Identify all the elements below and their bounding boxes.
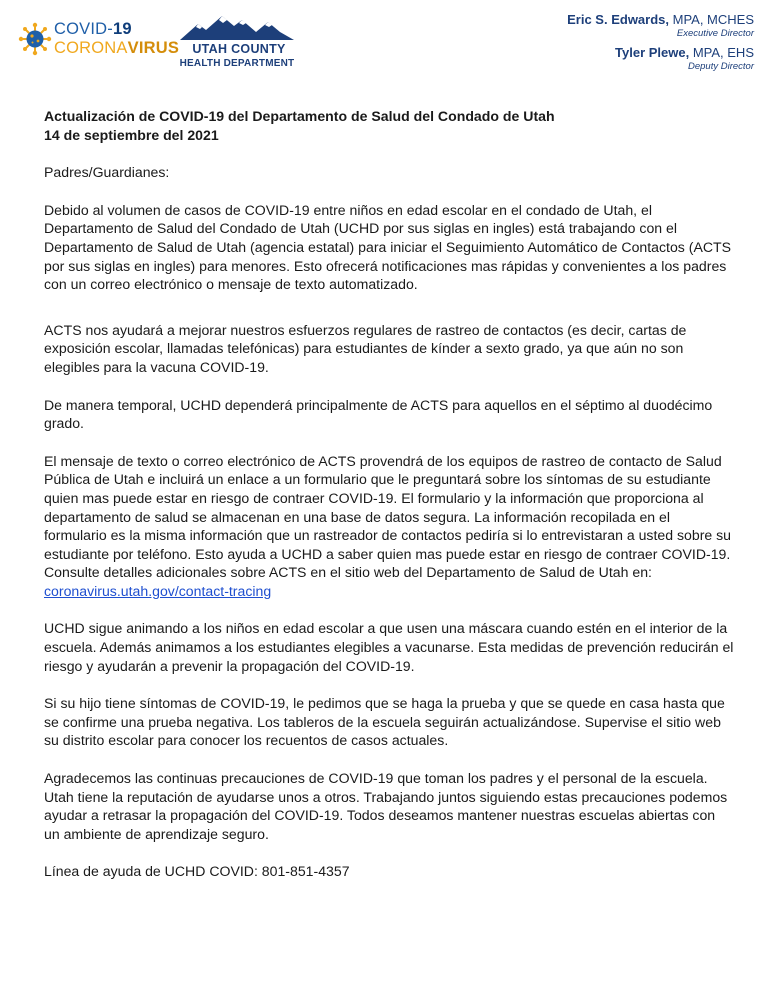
deputy-director-name	[567, 45, 754, 61]
uchd-logo-line2: HEALTH DEPARTMENT	[179, 58, 295, 69]
staff-name-text: Tyler Plewe,	[615, 45, 690, 60]
contact-tracing-link[interactable]: coronavirus.utah.gov/contact-tracing	[44, 582, 272, 599]
staff-credentials: MPA, EHS	[689, 45, 754, 60]
salutation: Padres/Guardianes:	[44, 164, 170, 181]
uchd-logo-line1: UTAH COUNTY	[192, 42, 286, 56]
paragraph-symptoms-testing: Si su hijo tiene síntomas de COVID-19, le pedimos que se haga la prueba y que se quede en casa hasta que se confirme una prueba negativa. Los tableros de la escuela seguirán actualizándose. Supervise el sitio web su distrito escolar para conocer los recuentos de casos actuales.	[44, 695, 725, 749]
executive-director-name	[567, 12, 754, 28]
letter-date: 14 de septiembre del 2021	[44, 126, 219, 143]
staff-credentials: MPA, MCHES	[669, 12, 754, 27]
paragraph-acts-details	[44, 452, 734, 601]
covid-19-logo	[18, 18, 180, 64]
paragraph-acts-elementary: ACTS nos ayudará a mejorar nuestros esfuerzos regulares de rastreo de contactos (es decir, cartas de exposición escolar, llamadas telefónicas) para estudiantes de kínder a sexto grado, ya que aún no son elegibles para la vacuna COVID-19.	[44, 321, 687, 375]
mountains-icon	[176, 12, 298, 42]
paragraph-masks-vaccines: UCHD sigue animando a los niños en edad escolar a que usen una máscara cuando estén en el interior de la escuela. Además animamos a los estudiantes elegibles a vacunarse. Esta medidas de prevención reducirán el riesgo y ayudarán a prevenir la propagación del COVID-19.	[44, 620, 734, 674]
coronavirus-logo-text-b: VIRUS	[127, 39, 180, 57]
covid-logo-text-a: COVID-	[54, 20, 113, 38]
paragraph-secondary-grades: De manera temporal, UCHD dependerá principalmente de ACTS para aquellos en el séptimo al duodécimo grado.	[44, 396, 713, 432]
virus-icon	[18, 22, 52, 56]
paragraph-acts-intro: Debido al volumen de casos de COVID-19 entre niños en edad escolar en el condado de Utah, el Departamento de Salud del Condado de Utah (UCHD por sus siglas en ingles) está trabajando con el Departamento de Salud de Utah (agencia estatal) para iniciar el Seguimiento Automático de Contactos (ACTS por sus siglas en ingles) para menores. Esto ofrecerá notificaciones mas rápidas y convenientes a los padres con un correo electrónico o mensaje de texto automatizado.	[44, 201, 732, 293]
letter-body	[44, 107, 734, 881]
utah-county-health-department-logo	[176, 12, 298, 70]
executive-director-title: Executive Director	[676, 28, 754, 39]
paragraph-gratitude: Agradecemos las continuas precauciones de COVID-19 que toman los padres y el personal de la escuela. Utah tiene la reputación de ayudarse unos a otros. Trabajando juntos siguiendo estas precauciones podemos ayudar a retrasar la propagación del COVID-19. Todos deseamos mantener nuestras escuelas abiertas con un ambiente de aprendizaje seguro.	[44, 770, 728, 842]
letter-title: Actualización de COVID-19 del Departamento de Salud del Condado de Utah	[44, 108, 555, 124]
covid-helpline: Línea de ayuda de UCHD COVID: 801-851-4357	[44, 863, 350, 880]
covid-logo-text-b: 19	[112, 20, 132, 38]
staff-block	[567, 12, 754, 78]
acts-details-text: El mensaje de texto o correo electrónico de ACTS provendrá de los equipos de rastreo de contacto de Salud Pública de Utah e incluirá un enlace a un formulario que le preguntará sobre los síntomas de su estudiante quien mas puede estar en riesgo de contraer COVID-19. El formulario y la información que proporciona al departamento de salud se almacenan en una base de datos segura. La información recopilada en el formulario es la misma información que un rastreador de contactos pediría si lo entrevistaran a usted sobre su estudiante por teléfono. Esto ayuda a UCHD a saber quien mas puede estar en riesgo de contraer COVID-19. Consulte detalles adicionales sobre ACTS en el sitio web del Departamento de Salud de Utah en:	[44, 452, 732, 581]
staff-name-text: Eric S. Edwards,	[567, 12, 669, 27]
deputy-director-title: Deputy Director	[688, 61, 754, 72]
coronavirus-logo-text-a: CORONA	[54, 39, 128, 57]
